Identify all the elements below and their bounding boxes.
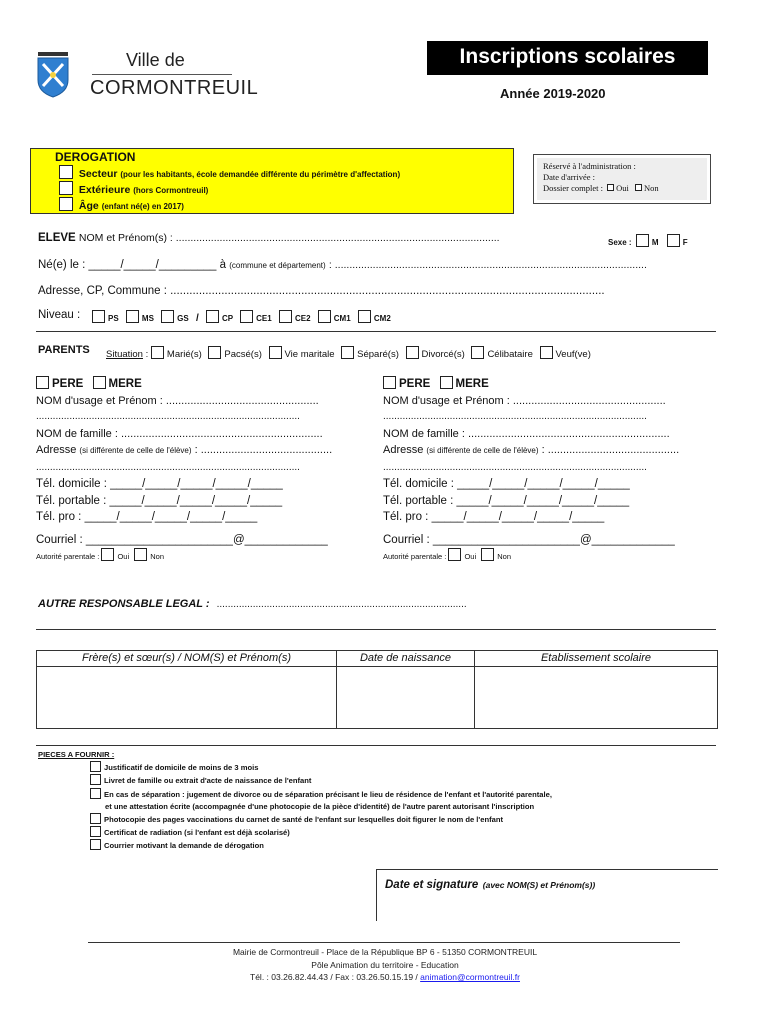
autorite-oui-checkbox[interactable] [101, 548, 114, 561]
parent1-nom-famille[interactable]: NOM de famille : .................................................................. [36, 427, 323, 440]
niveau-options: PS MS GS / CP CE1 CE2 CM1 CM2 [92, 310, 391, 324]
table-header-school: Etablissement scolaire [540, 652, 652, 664]
niveau-row: Niveau : [38, 309, 81, 321]
eleve-name-row [38, 232, 500, 244]
parent1-courriel[interactable]: Courriel : _______________________@_____________ [36, 533, 328, 546]
derogation-title: DEROGATION [55, 150, 136, 164]
situation-checkbox[interactable] [208, 346, 221, 359]
piece-item[interactable]: Courrier motivant la demande de dérogation [90, 839, 718, 852]
footer-email-link[interactable]: animation@cormontreuil.fr [420, 972, 520, 982]
logo-rule [92, 74, 232, 75]
piece-item[interactable]: Livret de famille ou extrait d'acte de naissance de l'enfant [90, 774, 718, 787]
situation-checkbox[interactable] [269, 346, 282, 359]
table-header-siblings: Frère(s) et sœur(s) / NOM(S) et Prénom(s) [81, 652, 291, 664]
parent1-tel-pro[interactable]: Tél. pro : _____/_____/_____/_____/_____ [36, 511, 258, 523]
derogation-checkbox[interactable] [59, 165, 73, 179]
admin-box [533, 154, 711, 204]
piece-item[interactable]: Certificat de radiation (si l'enfant est déjà scolarisé) [90, 826, 718, 839]
signature-label: Date et signature [385, 879, 479, 891]
footer [0, 946, 770, 984]
piece-checkbox[interactable] [90, 788, 101, 799]
divider [36, 629, 716, 630]
parent2-tel-pro[interactable]: Tél. pro : _____/_____/_____/_____/_____ [383, 511, 605, 523]
crest-icon [36, 50, 70, 98]
level-checkbox[interactable] [92, 310, 105, 323]
birth-row[interactable]: Né(e) le : _____/_____/_________ à (commune et département) : ........................................................................................................... [38, 259, 647, 271]
derogation-option-secteur[interactable]: Secteur (pour les habitants, école demandée différente du périmètre d'affectation) [59, 165, 400, 180]
mere-checkbox[interactable] [93, 376, 106, 389]
parent1-block [36, 376, 366, 566]
piece-checkbox[interactable] [90, 761, 101, 772]
divider [36, 331, 716, 332]
address-row[interactable]: Adresse, CP, Commune : ........................................................................................................................................ [38, 285, 605, 297]
parent2-autorite: Autorité parentale : Oui Non [383, 548, 728, 566]
parent2-adresse[interactable]: Adresse (si différente de celle de l'élève) : ........................................... [383, 444, 680, 456]
parents-label: PARENTS [38, 344, 90, 356]
parent2-tel-domicile[interactable]: Tél. domicile : _____/_____/_____/_____/_____ [383, 478, 630, 490]
admin-date: Date d'arrivée : [543, 172, 596, 182]
eleve-label: ELEVE [38, 232, 76, 244]
parent2-dots[interactable]: ............................................................................................... [383, 411, 647, 422]
pere-checkbox[interactable] [36, 376, 49, 389]
level-checkbox[interactable] [206, 310, 219, 323]
situation-checkbox[interactable] [341, 346, 354, 359]
parent1-role: PERE MERE [36, 376, 366, 393]
sexe-f-checkbox[interactable] [667, 234, 680, 247]
mere-checkbox[interactable] [440, 376, 453, 389]
footer-department: Pôle Animation du territoire - Education [311, 959, 459, 970]
logo [36, 50, 259, 104]
situation-checkbox[interactable] [471, 346, 484, 359]
siblings-table [36, 650, 718, 729]
page-title: Inscriptions scolaires [459, 45, 676, 68]
parent1-tel-domicile[interactable]: Tél. domicile : _____/_____/_____/_____/_____ [36, 478, 283, 490]
level-checkbox[interactable] [161, 310, 174, 323]
parent2-courriel[interactable]: Courriel : _______________________@_____________ [383, 533, 675, 546]
logo-line1: Ville de [126, 50, 185, 70]
piece-item[interactable]: Justificatif de domicile de moins de 3 mois [90, 761, 718, 774]
pere-checkbox[interactable] [383, 376, 396, 389]
pieces-title: PIECES A FOURNIR : [38, 750, 115, 759]
footer-address: Mairie de Cormontreuil - Place de la République BP 6 - 51350 CORMONTREUIL [232, 947, 538, 957]
situation-checkbox[interactable] [540, 346, 553, 359]
derogation-checkbox[interactable] [59, 181, 73, 195]
level-checkbox[interactable] [358, 310, 371, 323]
parent1-dots[interactable]: ............................................................................................... [36, 411, 300, 422]
parent2-tel-portable[interactable]: Tél. portable : _____/_____/_____/_____/_____ [383, 494, 630, 507]
piece-checkbox[interactable] [90, 826, 101, 837]
derogation-option-age[interactable]: Âge (enfant né(e) en 2017) [59, 197, 184, 212]
autorite-non-checkbox[interactable] [134, 548, 147, 561]
derogation-checkbox[interactable] [59, 197, 73, 211]
level-checkbox[interactable] [318, 310, 331, 323]
parent2-dots2[interactable]: ............................................................................................... [383, 461, 647, 473]
divider [36, 745, 716, 746]
parent1-adresse[interactable]: Adresse (si différente de celle de l'élève) : ........................................... [36, 444, 333, 456]
piece-item-continuation: et une attestation écrite (accompagnée d'une photocopie de la pièce d'identité) de l'autre parent autorisant l'inscription [105, 801, 535, 811]
logo-line2: CORMONTREUIL [90, 77, 259, 99]
footer-contact: Tél. : 03.26.82.44.43 / Fax : 03.26.50.15.19 / animation@cormontreuil.fr [250, 972, 520, 982]
piece-checkbox[interactable] [90, 774, 101, 785]
admin-non-checkbox[interactable] [635, 184, 642, 191]
school-year: Année 2019-2020 [500, 86, 606, 101]
eleve-name-field[interactable]: NOM et Prénom(s) : ............................................................................................................... [78, 232, 500, 244]
pieces-block [38, 749, 718, 853]
autorite-non-checkbox[interactable] [481, 548, 494, 561]
footer-divider [88, 942, 680, 943]
parent1-tel-portable[interactable]: Tél. portable : _____/_____/_____/_____/_____ [36, 494, 283, 507]
level-checkbox[interactable] [240, 310, 253, 323]
autre-responsable-row[interactable]: AUTRE RESPONSABLE LEGAL : .......................................................................................... [38, 598, 467, 610]
table-header-birthdate: Date de naissance [359, 652, 452, 664]
derogation-box [30, 148, 514, 214]
situation-checkbox[interactable] [406, 346, 419, 359]
piece-item[interactable]: Photocopie des pages vaccinations du carnet de santé de l'enfant sur lesquelles doit figurer le nom de l'enfant [90, 813, 718, 826]
piece-checkbox[interactable] [90, 839, 101, 850]
admin-reserved: Réservé à l'administration : [543, 161, 636, 171]
parent1-dots2[interactable]: ............................................................................................... [36, 461, 300, 473]
parent1-autorite: Autorité parentale : Oui Non [36, 548, 366, 566]
parent1-nom-usage[interactable]: NOM d'usage et Prénom : .................................................. [36, 394, 319, 407]
signature-box[interactable] [376, 869, 718, 921]
parents-row [38, 344, 90, 356]
parent2-block [383, 376, 728, 566]
signature-note: (avec NOM(S) et Prénom(s)) [482, 880, 596, 890]
level-checkbox[interactable] [126, 310, 139, 323]
derogation-option-exterieure[interactable]: Extérieure (hors Cormontreuil) [59, 181, 208, 196]
level-checkbox[interactable] [279, 310, 292, 323]
sexe-m-checkbox[interactable] [636, 234, 649, 247]
parent2-role: PERE MERE [383, 376, 728, 393]
parent2-nom-usage[interactable]: NOM d'usage et Prénom : .................................................. [383, 394, 666, 407]
autorite-oui-checkbox[interactable] [448, 548, 461, 561]
parent2-nom-famille[interactable]: NOM de famille : .................................................................. [383, 427, 670, 440]
admin-oui-checkbox[interactable] [607, 184, 614, 191]
sexe-row: Sexe : M F [608, 234, 688, 247]
piece-item[interactable]: En cas de séparation : jugement de divorce ou de séparation précisant le lieu de résidence de l'enfant et l'autorité parentale, [90, 788, 718, 801]
situation-row: Situation : Marié(s) Pacsé(s) Vie maritale Séparé(s) Divorcé(s) Célibataire Veuf(ve) [106, 346, 591, 360]
situation-checkbox[interactable] [151, 346, 164, 359]
piece-checkbox[interactable] [90, 813, 101, 824]
admin-complete: Dossier complet : Oui Non [543, 183, 659, 193]
